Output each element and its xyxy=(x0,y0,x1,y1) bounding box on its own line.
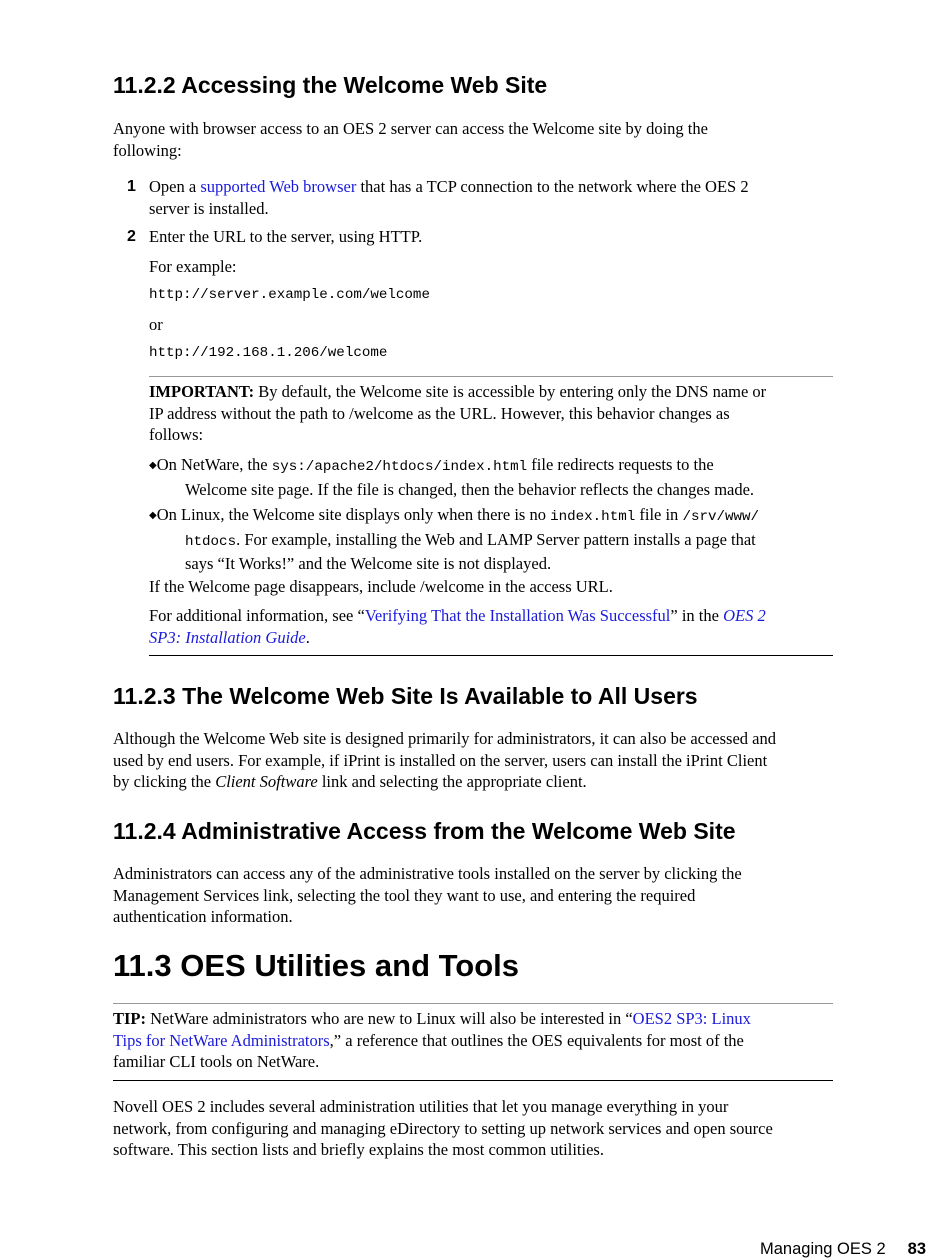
diamond-bullet-icon: ◆ xyxy=(149,460,157,471)
section-heading-11-2-2: 11.2.2 Accessing the Welcome Web Site xyxy=(113,72,548,98)
installation-guide-link-cont[interactable]: SP3: Installation Guide xyxy=(149,627,306,647)
linux-tips-link[interactable]: OES2 SP3: Linux xyxy=(632,1009,751,1028)
tip-top-rule xyxy=(113,1003,833,1004)
important-bottom-rule xyxy=(149,655,833,656)
diamond-bullet-icon: ◆ xyxy=(149,510,157,521)
or-text: or xyxy=(149,315,163,334)
admin-access-paragraph: Administrators can access any of the administrative tools installed on the server by clicking the Management Services link, selecting the tool they want to use, and entering the required authentication information. xyxy=(113,864,742,926)
step-1-text: Open a supported Web browser that has a TCP connection to the network where the OES 2 server is installed. xyxy=(149,177,749,218)
important-top-rule xyxy=(149,376,833,377)
for-example-text: For example: xyxy=(149,257,237,276)
bullet-linux: ◆On Linux, the Welcome site displays only when there is no index.html file in /srv/www/ htdocs. For example, installing the Web and LAMP Server pattern installs a page that says “It Works!” and the Welcome site is not displayed. xyxy=(149,505,760,573)
page-number: 83 xyxy=(907,1240,927,1258)
step-2-text: Enter the URL to the server, using HTTP. xyxy=(149,227,423,246)
important-label: IMPORTANT: xyxy=(149,382,255,401)
additional-info: For additional information, see “Verifying That the Installation Was Successful” in the OES 2 SP3: Installation Guide. xyxy=(149,606,766,647)
verifying-installation-link[interactable]: Verifying That the Installation Was Successful xyxy=(364,606,671,625)
installation-guide-link[interactable]: OES 2 xyxy=(723,606,766,625)
disappears-text: If the Welcome page disappears, include /welcome in the access URL. xyxy=(149,577,613,596)
tip-note: TIP: NetWare administrators who are new to Linux will also be interested in “OES2 SP3: Linux Tips for NetWare Administrators,” a reference that outlines the OES equivalents for most of the familiar CLI tools on NetWare. xyxy=(113,1009,751,1071)
utilities-paragraph: Novell OES 2 includes several administration utilities that let you manage everything in your network, from configuring and managing eDirectory to setting up network services and open source software. This section lists and briefly explains the most common utilities. xyxy=(113,1097,773,1159)
linux-tips-link-cont[interactable]: Tips for NetWare Administrators xyxy=(113,1030,330,1050)
supported-web-browser-link[interactable]: supported Web browser xyxy=(200,177,357,196)
tip-bottom-rule xyxy=(113,1080,833,1081)
intro-paragraph: Anyone with browser access to an OES 2 server can access the Welcome site by doing the following: xyxy=(113,119,708,160)
url-example-1: http://server.example.com/welcome xyxy=(149,287,430,303)
section-heading-11-2-4: 11.2.4 Administrative Access from the Welcome Web Site xyxy=(113,818,736,844)
important-note: IMPORTANT: By default, the Welcome site is accessible by entering only the DNS name or IP address without the path to /welcome as the URL. However, this behavior changes as follows: xyxy=(149,382,767,444)
welcome-available-paragraph: Although the Welcome Web site is designed primarily for administrators, it can also be accessed and used by end users. For example, if iPrint is installed on the server, users can install the iPrint Client by clicking the Client Software link and selecting the appropriate client. xyxy=(113,729,776,791)
url-example-2: http://192.168.1.206/welcome xyxy=(149,345,388,361)
step-number-1: 1 xyxy=(127,178,136,195)
tip-label: TIP: xyxy=(113,1009,146,1028)
section-heading-11-3: 11.3 OES Utilities and Tools xyxy=(113,948,519,983)
footer-title: Managing OES 2 xyxy=(760,1240,886,1258)
page-footer xyxy=(760,1240,926,1259)
section-heading-11-2-3: 11.2.3 The Welcome Web Site Is Available to All Users xyxy=(113,683,698,709)
bullet-netware: ◆On NetWare, the sys:/apache2/htdocs/index.html file redirects requests to the Welcome site page. If the file is changed, then the behavior reflects the changes made. xyxy=(149,455,755,499)
step-number-2: 2 xyxy=(127,228,136,245)
